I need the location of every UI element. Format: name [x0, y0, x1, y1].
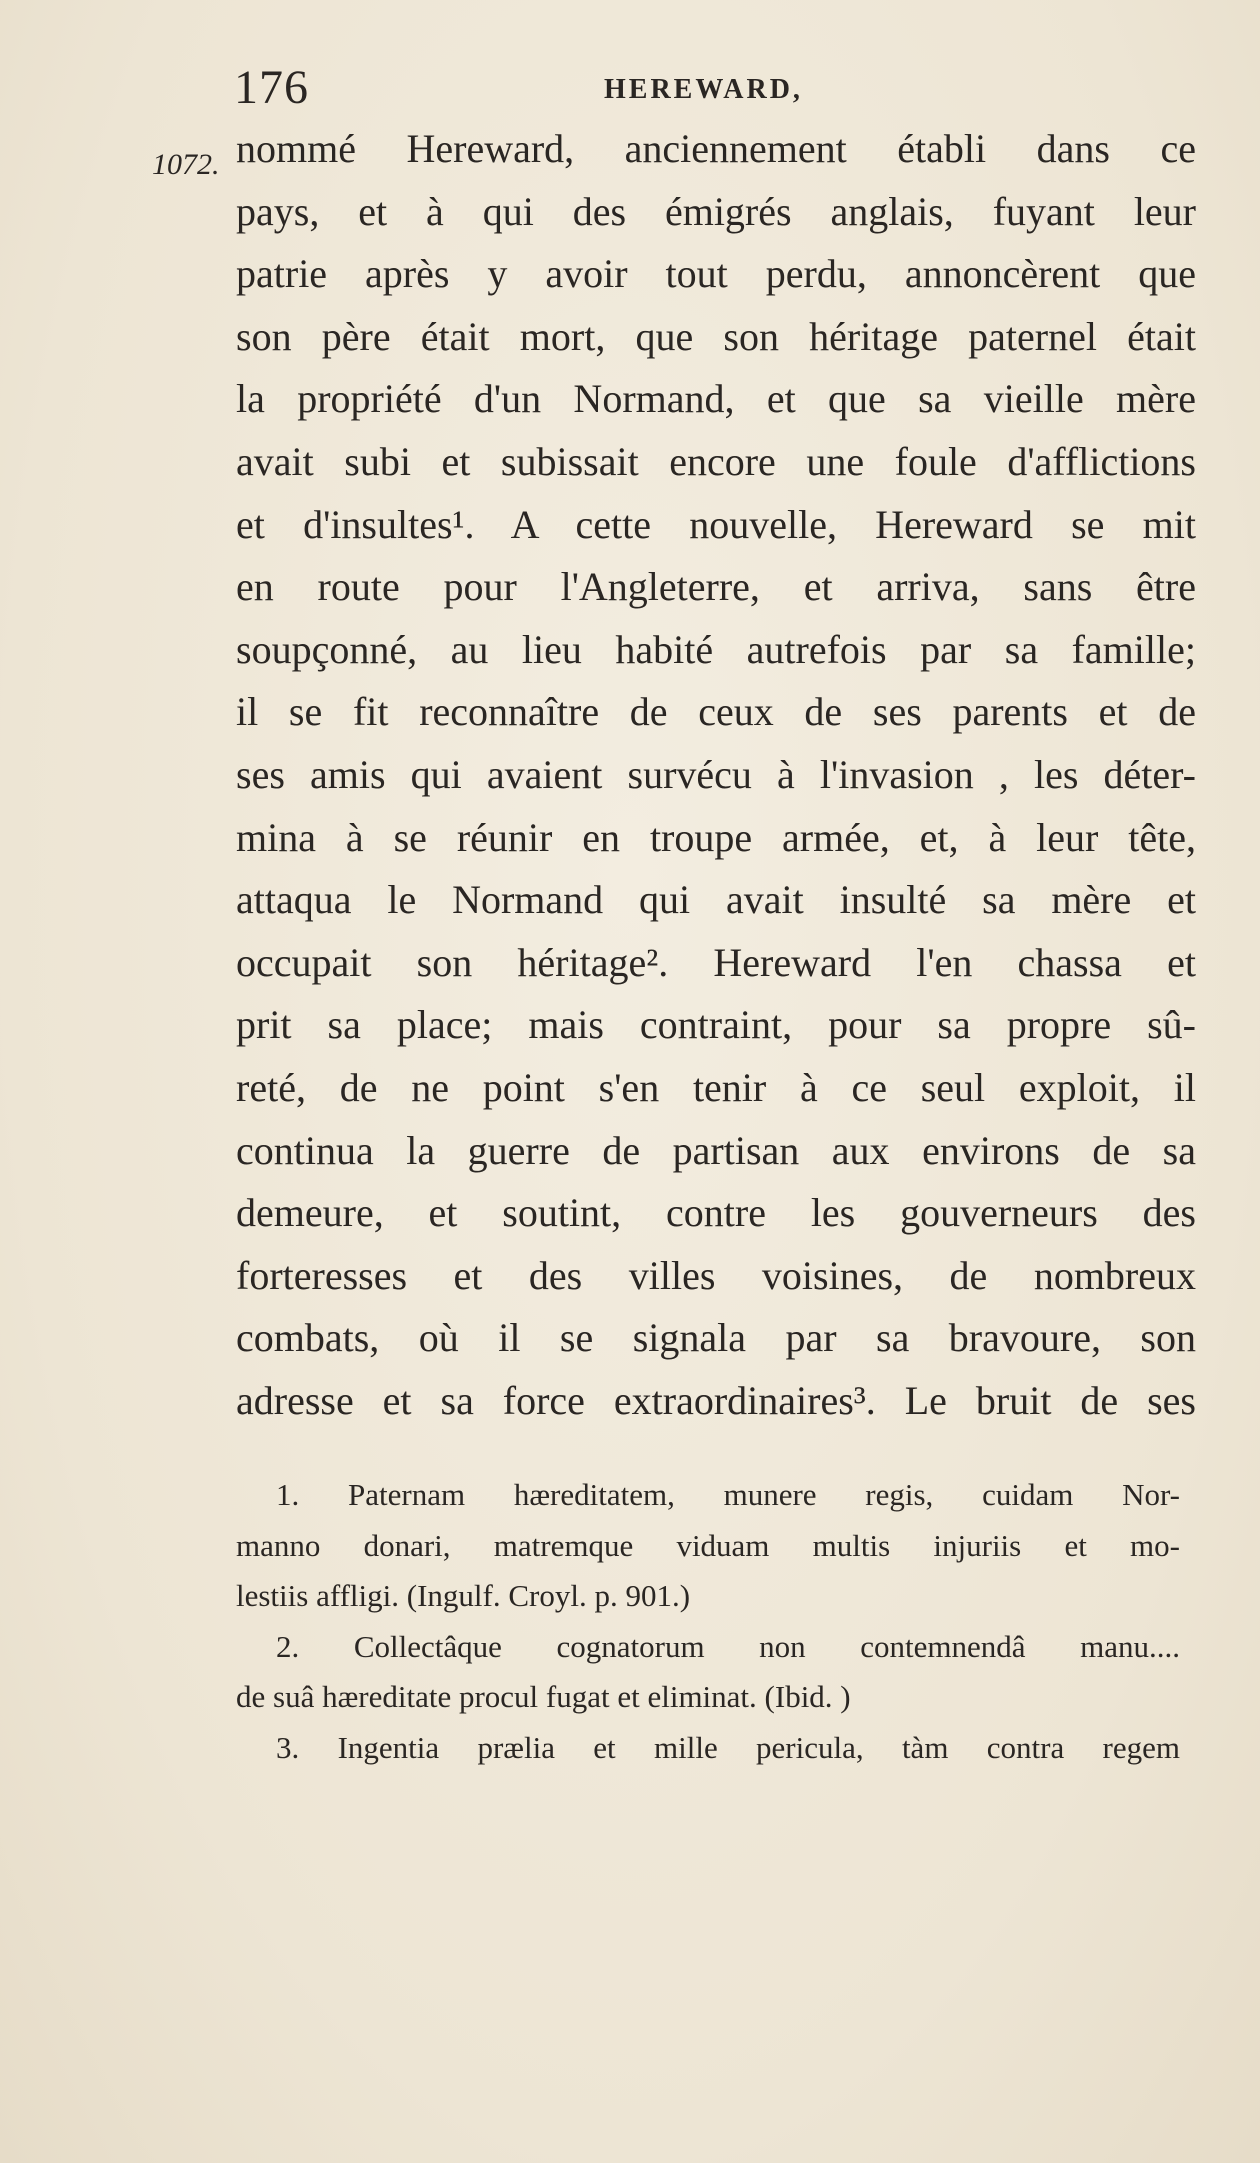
running-title: HEREWARD, [604, 74, 803, 105]
footnote-line: 3. Ingentia prælia et mille pericula, tàm contra regem [276, 1729, 1180, 1765]
footnote-line: manno donari, matremque viduam multis injuriis et mo- [236, 1527, 1180, 1563]
page-number: 176 [234, 61, 309, 114]
body-line: nommé Hereward, anciennement établi dans ce [236, 126, 1196, 171]
body-line: continua la guerre de partisan aux environs de sa [236, 1127, 1196, 1173]
body-line: demeure, et soutint, contre les gouverneurs des [236, 1190, 1196, 1236]
body-line: son père était mort, que son héritage paternel était [236, 313, 1196, 359]
body-line: il se fit reconnaître de ceux de ses parents et de [236, 689, 1196, 735]
margin-date: 1072. [152, 148, 220, 181]
footnotes [236, 1470, 1180, 1773]
footnote-line: 2. Collectâque cognatorum non contemnendâ manu.... [276, 1628, 1180, 1664]
body-line: la propriété d'un Normand, et que sa vieille mère [236, 376, 1196, 422]
body-line: reté, de ne point s'en tenir à ce seul exploit, il [236, 1064, 1196, 1110]
footnote-line: de suâ hæreditate procul fugat et eliminat. (Ibid. ) [236, 1679, 851, 1714]
body-line: patrie après y avoir tout perdu, annoncèrent que [236, 251, 1196, 297]
body-line: avait subi et subissait encore une foule d'afflictions [236, 438, 1196, 484]
body-line: ses amis qui avaient survécu à l'invasion , les déter- [236, 751, 1196, 797]
running-head [234, 60, 1134, 120]
body-line: prit sa place; mais contraint, pour sa propre sû- [236, 1002, 1196, 1048]
body-line: en route pour l'Angleterre, et arriva, sans être [236, 564, 1196, 610]
body-line: occupait son héritage². Hereward l'en chassa et [236, 939, 1196, 985]
body-line: attaqua le Normand qui avait insulté sa mère et [236, 877, 1196, 923]
body-line: forteresses et des villes voisines, de nombreux [236, 1252, 1196, 1298]
body-line: adresse et sa force extraordinaires³. Le bruit de ses [236, 1377, 1196, 1423]
body-line: soupçonné, au lieu habité autrefois par sa famille; [236, 626, 1196, 672]
body-line: pays, et à qui des émigrés anglais, fuyant leur [236, 188, 1196, 234]
body-text [236, 118, 1196, 1432]
footnote-line: lestiis affligi. (Ingulf. Croyl. p. 901.) [236, 1578, 691, 1613]
body-line: combats, où il se signala par sa bravoure, son [236, 1315, 1196, 1361]
footnote-line: 1. Paternam hæreditatem, munere regis, cuidam Nor- [276, 1477, 1180, 1512]
body-line: mina à se réunir en troupe armée, et, à leur tête, [236, 814, 1196, 860]
body-line: et d'insultes¹. A cette nouvelle, Hereward se mit [236, 501, 1196, 547]
